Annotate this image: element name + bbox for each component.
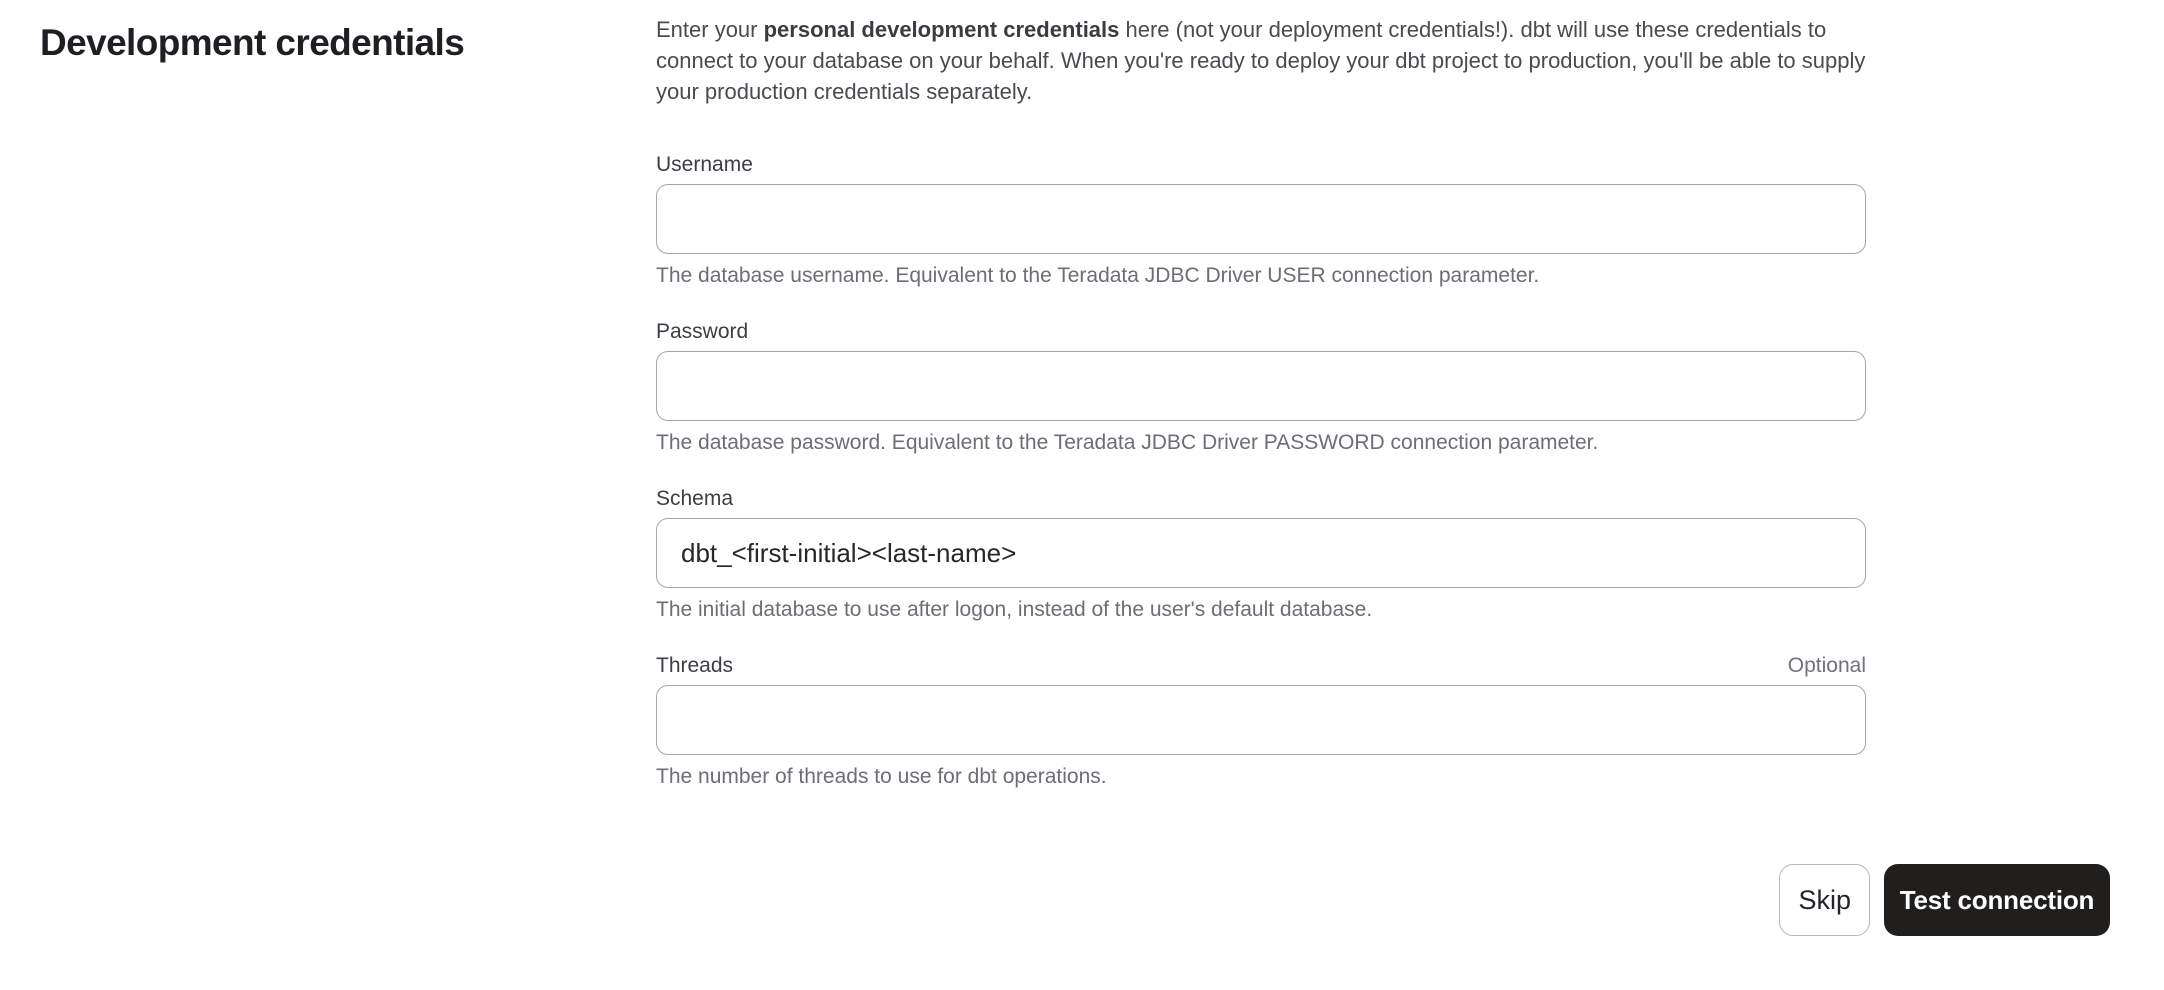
schema-label-row xyxy=(656,486,1866,512)
schema-label: Schema xyxy=(656,487,734,510)
page-title: Development credentials xyxy=(40,22,465,63)
intro-text-bold: personal development credentials xyxy=(763,17,1120,42)
skip-button[interactable]: Skip xyxy=(1779,864,1870,936)
password-helper: The database password. Equivalent to the Teradata JDBC Driver PASSWORD connection parameter. xyxy=(656,431,1599,454)
username-label-row xyxy=(656,152,1866,178)
credentials-form xyxy=(656,14,1866,820)
intro-text xyxy=(656,14,1866,107)
schema-field-group xyxy=(656,486,1866,623)
schema-input[interactable] xyxy=(656,518,1866,588)
test-connection-button[interactable]: Test connection xyxy=(1884,864,2110,936)
threads-label-row xyxy=(656,653,1866,679)
password-input[interactable] xyxy=(656,351,1866,421)
threads-optional-badge: Optional xyxy=(1787,654,1866,677)
password-label: Password xyxy=(656,320,749,343)
schema-helper: The initial database to use after logon, instead of the user's default database. xyxy=(656,598,1373,621)
threads-label: Threads xyxy=(656,654,734,677)
password-field-group xyxy=(656,319,1866,456)
username-label: Username xyxy=(656,153,753,176)
password-label-row xyxy=(656,319,1866,345)
username-input[interactable] xyxy=(656,184,1866,254)
threads-input[interactable] xyxy=(656,685,1866,755)
intro-text-pre: Enter your xyxy=(656,17,764,42)
threads-field-group xyxy=(656,653,1866,790)
form-actions xyxy=(1779,864,2110,936)
username-helper: The database username. Equivalent to the Teradata JDBC Driver USER connection parameter. xyxy=(656,264,1540,287)
intro-text-post: here (not your deployment credentials!). dbt will use these credentials to connect to your database on your behalf. When you're ready to deploy your dbt project to production, you'll be able to supply your production credentials separately. xyxy=(656,17,1866,104)
threads-helper: The number of threads to use for dbt operations. xyxy=(656,765,1107,788)
username-field-group xyxy=(656,152,1866,289)
